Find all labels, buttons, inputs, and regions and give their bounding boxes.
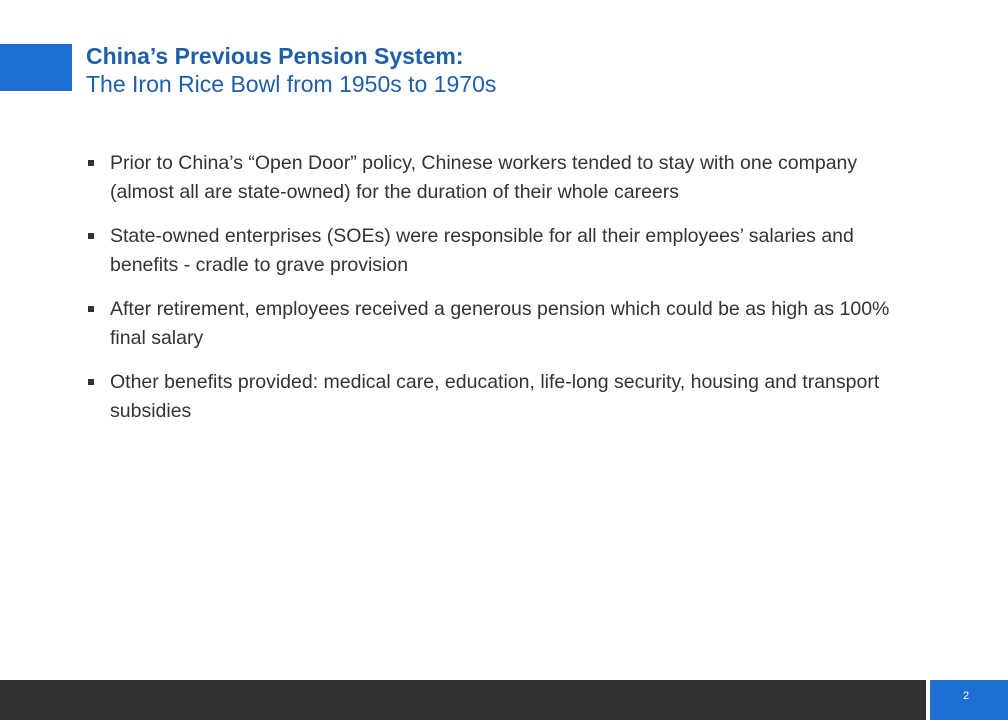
bullet-text: State-owned enterprises (SOEs) were responsible for all their employees’ salaries and benefits - cradle to grave provision <box>110 225 854 276</box>
bullet-text: Other benefits provided: medical care, education, life-long security, housing and transport subsidies <box>110 371 880 422</box>
slide-title-subtitle: The Iron Rice Bowl from 1950s to 1970s <box>86 71 497 97</box>
square-bullet-icon <box>88 379 94 385</box>
bullet-item <box>86 368 894 426</box>
footer-page-box <box>930 680 1008 720</box>
slide-title <box>86 42 966 98</box>
square-bullet-icon <box>88 233 94 239</box>
slide-title-main: China’s Previous Pension System: <box>86 43 464 69</box>
bullet-item <box>86 149 894 207</box>
bullet-text: After retirement, employees received a generous pension which could be as high as 100% final salary <box>110 298 890 349</box>
square-bullet-icon <box>88 306 94 312</box>
bullet-item <box>86 222 894 280</box>
bullet-item <box>86 295 894 353</box>
square-bullet-icon <box>88 160 94 166</box>
footer-bar <box>0 680 926 720</box>
page-number: 2 <box>962 690 970 702</box>
title-accent-block <box>0 44 72 91</box>
bullet-text: Prior to China’s “Open Door” policy, Chinese workers tended to stay with one company (almost all are state-owned) for the duration of their whole careers <box>110 152 858 203</box>
bullet-list <box>86 149 894 441</box>
